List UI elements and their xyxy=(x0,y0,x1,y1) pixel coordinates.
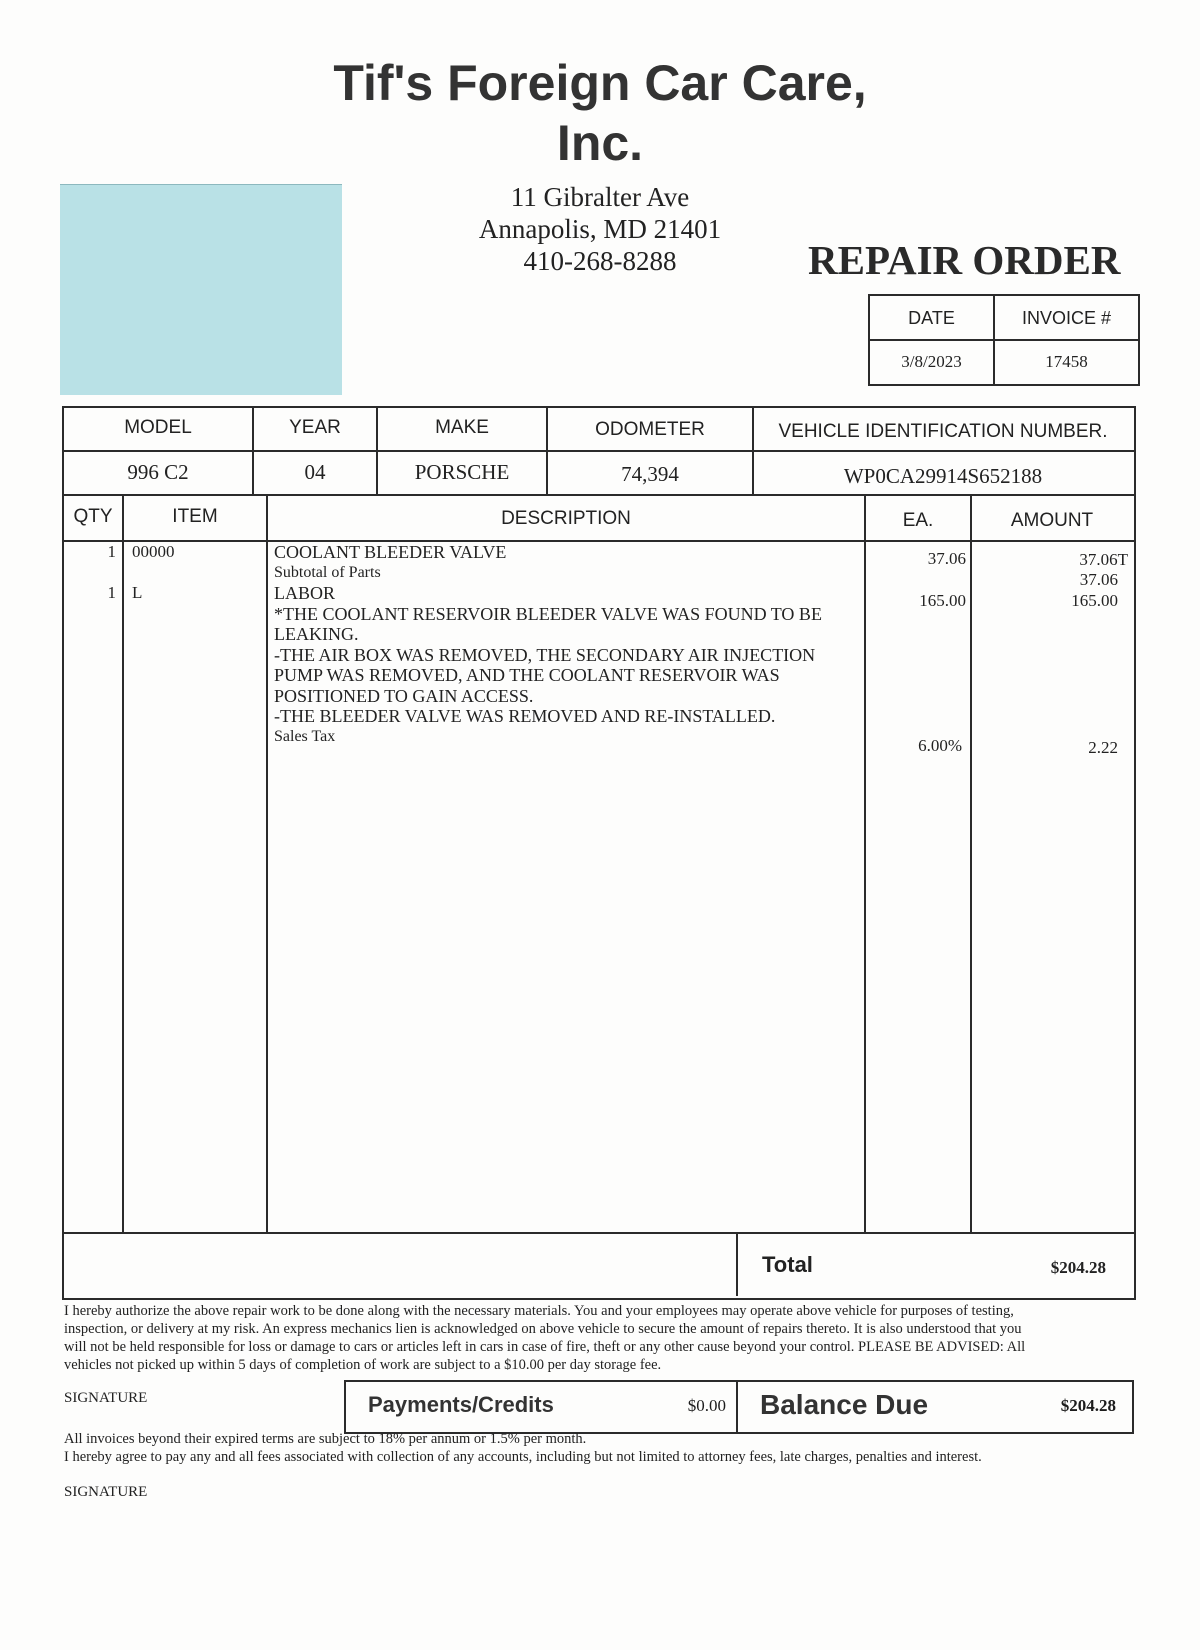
description-cell xyxy=(274,542,834,747)
description-line: Subtotal of Parts xyxy=(274,563,381,581)
payments-value: $0.00 xyxy=(687,1396,726,1415)
item-header: ITEM xyxy=(172,506,218,527)
invoice-label: INVOICE # xyxy=(1021,308,1112,328)
authorization-line: inspection, or delivery at my risk. An express mechanics lien is acknowledged on above vehicle to secure the amount of repairs thereto. It is also understood that you xyxy=(64,1321,1022,1337)
total-label: Total xyxy=(762,1252,813,1277)
item-cell: 00000 xyxy=(132,542,175,561)
signature-label-2: SIGNATURE xyxy=(64,1484,148,1500)
balance-value: $204.28 xyxy=(1060,1396,1116,1415)
company-address-line2: Annapolis, MD 21401 xyxy=(478,214,722,244)
item-cell: L xyxy=(132,583,143,602)
authorization-line: I hereby authorize the above repair work to be done along with the necessary materials. You and your employees may operate above vehicle for purposes of testing, xyxy=(64,1303,1014,1319)
make-header: MAKE xyxy=(435,417,489,438)
company-name-line2: Inc. xyxy=(556,115,644,171)
description-line: -THE BLEEDER VALVE WAS REMOVED AND RE-INSTALLED. xyxy=(274,706,776,726)
qty-cell: 1 xyxy=(107,583,116,602)
payment-summary-box xyxy=(344,1380,1134,1434)
qty-header: QTY xyxy=(73,506,113,527)
description-line: COOLANT BLEEDER VALVE xyxy=(274,542,507,562)
year-header: YEAR xyxy=(289,417,341,438)
amount-cell: 2.22 xyxy=(1088,738,1118,757)
description-header: DESCRIPTION xyxy=(501,508,631,529)
odometer-value: 74,394 xyxy=(621,462,679,486)
company-phone: 410-268-8288 xyxy=(523,246,677,276)
terms-text xyxy=(64,1430,1124,1466)
amount-cell: 165.00 xyxy=(1071,591,1118,610)
total-value: $204.28 xyxy=(1050,1258,1106,1277)
terms-line: I hereby agree to pay any and all fees associated with collection of any accounts, including but not limited to attorney fees, late charges, penalties and interest. xyxy=(64,1449,982,1465)
description-line: LABOR xyxy=(274,583,336,603)
amount-cell: 37.06 xyxy=(1079,570,1118,589)
description-line: POSITIONED TO GAIN ACCESS. xyxy=(274,685,534,706)
description-line: LEAKING. xyxy=(274,624,359,644)
make-value: PORSCHE xyxy=(414,460,510,484)
description-line: *THE COOLANT RESERVOIR BLEEDER VALVE WAS FOUND TO BE xyxy=(274,603,822,624)
date-value: 3/8/2023 xyxy=(901,352,962,371)
invoice-value: 17458 xyxy=(1045,352,1088,371)
date-label: DATE xyxy=(908,308,955,328)
balance-label: Balance Due xyxy=(760,1389,929,1420)
model-header: MODEL xyxy=(124,417,192,438)
document-title: REPAIR ORDER xyxy=(808,237,1121,283)
authorization-line: will not be held responsible for loss or damage to cars or articles left in cars in case of fire, theft or any other cause beyond your control. PLEASE BE ADVISED: All xyxy=(64,1339,1026,1355)
order-info-box xyxy=(868,294,1140,386)
model-value: 996 C2 xyxy=(127,460,189,484)
each-cell: 37.06 xyxy=(927,549,966,568)
qty-cell: 1 xyxy=(107,542,116,561)
authorization-text xyxy=(64,1302,1124,1374)
amount-cell: 37.06T xyxy=(1079,550,1128,569)
label-sticker xyxy=(60,184,342,395)
company-name-line1: Tif's Foreign Car Care, xyxy=(333,55,867,111)
each-cell: 165.00 xyxy=(919,591,966,610)
terms-line: All invoices beyond their expired terms are subject to 18% per annum or 1.5% per month. xyxy=(64,1431,587,1447)
company-address-line1: 11 Gibralter Ave xyxy=(510,182,690,212)
amount-header: AMOUNT xyxy=(1010,510,1094,531)
description-line: PUMP WAS REMOVED, AND THE COOLANT RESERVOIR WAS xyxy=(274,665,780,685)
signature-label-1: SIGNATURE xyxy=(64,1390,148,1406)
description-line: -THE AIR BOX WAS REMOVED, THE SECONDARY AIR INJECTION xyxy=(274,644,816,665)
payments-label: Payments/Credits xyxy=(368,1392,554,1417)
authorization-line: vehicles not picked up within 5 days of completion of work are subject to a $10.00 per day storage fee. xyxy=(64,1357,662,1373)
vin-header: VEHICLE IDENTIFICATION NUMBER. xyxy=(778,421,1108,442)
each-cell: 6.00% xyxy=(918,736,962,755)
description-line: Sales Tax xyxy=(274,727,336,745)
each-header: EA. xyxy=(902,510,934,531)
year-value: 04 xyxy=(304,460,326,484)
vin-value: WP0CA29914S652188 xyxy=(843,464,1043,488)
odometer-header: ODOMETER xyxy=(595,419,705,440)
